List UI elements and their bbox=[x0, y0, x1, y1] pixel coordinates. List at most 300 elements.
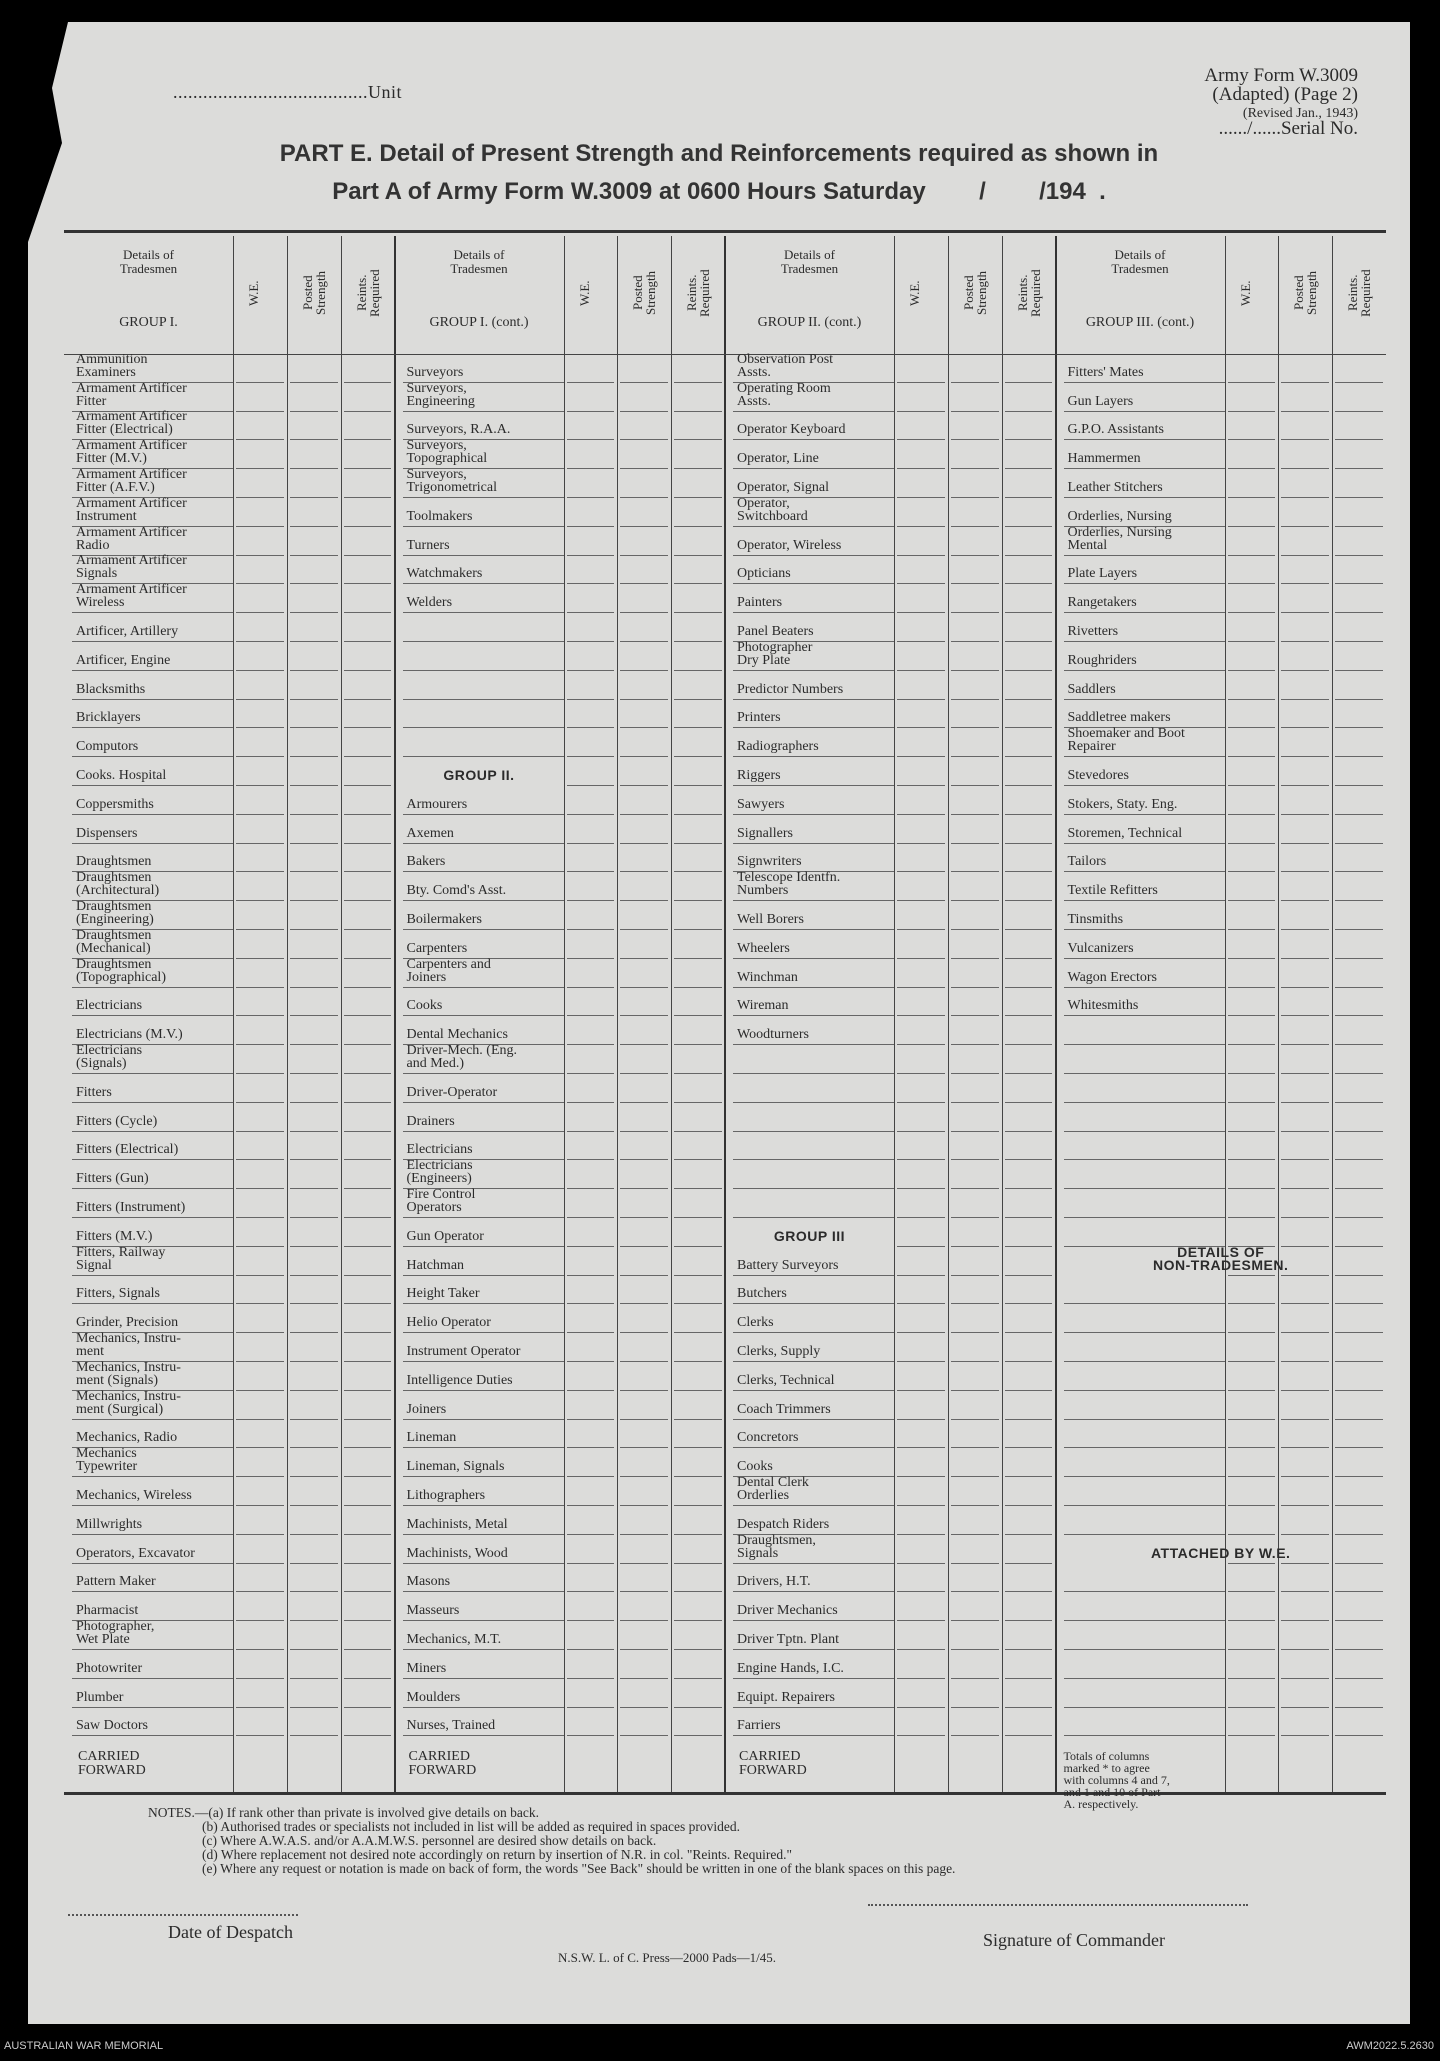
trade-name: Signallers bbox=[737, 825, 793, 841]
section-heading: ATTACHED BY W.E. bbox=[1150, 1544, 1291, 1561]
trade-name: Pattern Maker bbox=[76, 1574, 156, 1590]
table-row bbox=[64, 757, 395, 786]
trade-name: Coppersmiths bbox=[76, 796, 154, 812]
trade-name: Cooks bbox=[406, 998, 443, 1014]
trade-name: Rangetakers bbox=[1067, 595, 1137, 611]
trade-name: Draughtsmen (Engineering) bbox=[76, 898, 154, 927]
trade-name: Dispensers bbox=[76, 825, 138, 841]
trade-name: Electricians bbox=[76, 998, 143, 1014]
trade-name: Tailors bbox=[1067, 854, 1107, 870]
table-row bbox=[395, 1420, 726, 1449]
trade-name: Electricians (Signals) bbox=[76, 1042, 143, 1071]
table-row bbox=[725, 584, 1056, 613]
table-row bbox=[725, 440, 1056, 469]
table-row bbox=[64, 1042, 395, 1074]
table-row bbox=[395, 1650, 726, 1679]
table-row bbox=[64, 380, 395, 412]
trade-name: Armament Artificer Fitter bbox=[76, 380, 187, 409]
printer-imprint: N.S.W. L. of C. Press—2000 Pads—1/45. bbox=[558, 1950, 777, 1965]
table-row bbox=[395, 1186, 726, 1218]
table-row bbox=[1056, 930, 1387, 959]
table-row bbox=[64, 1074, 395, 1103]
trade-name: Armament Artificer Fitter (Electrical) bbox=[76, 409, 187, 438]
details-header: Details of Tradesmen bbox=[119, 247, 178, 276]
table-row bbox=[725, 412, 1056, 441]
trade-name: Mechanics Typewriter bbox=[76, 1446, 138, 1475]
table-row bbox=[725, 556, 1056, 585]
posted-strength-column-header: Posted Strength bbox=[1291, 270, 1320, 316]
table-row bbox=[64, 495, 395, 527]
table-row bbox=[64, 815, 395, 844]
table-row bbox=[1056, 524, 1387, 556]
trade-name: Orderlies, Nursing bbox=[1067, 508, 1172, 524]
table-row bbox=[395, 1477, 726, 1506]
table-row bbox=[725, 959, 1056, 988]
trade-name: Drivers, H.T. bbox=[737, 1574, 811, 1590]
note-e: (e) Where any request or notation is made on back of form, the words "See Back" should be written in one of the blank spaces on this page. bbox=[202, 1861, 956, 1876]
section-heading: GROUP III bbox=[773, 1227, 846, 1244]
table-row bbox=[395, 1448, 726, 1477]
table-row bbox=[1056, 728, 1387, 757]
trade-name: Instrument Operator bbox=[406, 1343, 521, 1359]
table-row bbox=[64, 956, 395, 988]
table-row bbox=[395, 498, 726, 527]
blank-row bbox=[1056, 1160, 1387, 1189]
trade-name: Driver-Mech. (Eng. and Med.) bbox=[406, 1042, 518, 1071]
trade-name: Mechanics, Radio bbox=[76, 1430, 178, 1446]
table-row bbox=[395, 1679, 726, 1708]
trade-name: Fitters (M.V.) bbox=[76, 1228, 153, 1244]
table-row bbox=[1056, 815, 1387, 844]
trade-name: Wagon Erectors bbox=[1067, 969, 1157, 985]
table-row bbox=[64, 466, 395, 498]
trade-name: Farriers bbox=[737, 1718, 781, 1734]
trade-name: Electricians bbox=[406, 1142, 473, 1158]
table-row bbox=[64, 1650, 395, 1679]
date-dotted-line bbox=[68, 1914, 298, 1916]
table-row bbox=[64, 728, 395, 757]
trade-name: Lineman bbox=[406, 1430, 457, 1446]
table-row bbox=[725, 1474, 1056, 1506]
signature-dotted-line bbox=[868, 1904, 1248, 1906]
entry-cell[interactable] bbox=[1281, 1735, 1329, 1736]
table-row bbox=[395, 1160, 726, 1189]
carried-forward-label: CARRIED FORWARD bbox=[408, 1749, 477, 1779]
table-row bbox=[725, 872, 1056, 901]
trade-name: Dental Mechanics bbox=[406, 1027, 508, 1043]
blank-row bbox=[1056, 1477, 1387, 1506]
table-row bbox=[395, 1103, 726, 1132]
table-row bbox=[1056, 671, 1387, 700]
blank-row bbox=[725, 1160, 1056, 1189]
blank-row bbox=[395, 642, 726, 671]
trade-name: Draughtsmen (Architectural) bbox=[76, 870, 160, 899]
carried-forward-label: CARRIED FORWARD bbox=[78, 1749, 146, 1779]
section-heading: DETAILS OF NON-TRADESMEN. bbox=[1153, 1243, 1289, 1273]
table-row bbox=[725, 613, 1056, 642]
blank-row bbox=[1056, 1592, 1387, 1621]
serial-number-field[interactable]: ....../......Serial No. bbox=[1218, 118, 1358, 139]
trade-name: Fitters (Gun) bbox=[76, 1171, 149, 1187]
trade-name: Shoemaker and Boot Repairer bbox=[1067, 726, 1185, 755]
trade-name: Photowriter bbox=[76, 1660, 143, 1676]
table-row bbox=[64, 1477, 395, 1506]
table-row bbox=[395, 527, 726, 556]
trade-name: Blacksmiths bbox=[76, 681, 146, 697]
trade-name: Hatchman bbox=[406, 1257, 465, 1273]
table-row bbox=[64, 613, 395, 642]
entry-cell[interactable] bbox=[674, 1735, 722, 1736]
table-row bbox=[725, 1304, 1056, 1333]
w-e-column-header: W.E. bbox=[576, 280, 592, 306]
table-row bbox=[64, 1535, 395, 1564]
entry-cell[interactable] bbox=[290, 1735, 338, 1736]
note-d: (d) Where replacement not desired note accordingly on return by insertion of N.R. in col. "Reints. Required." bbox=[202, 1847, 792, 1862]
trade-name: Armament Artificer Fitter (A.F.V.) bbox=[76, 466, 187, 495]
table-row bbox=[725, 1564, 1056, 1593]
trade-name: Sawyers bbox=[737, 796, 785, 812]
trade-name: Roughriders bbox=[1067, 652, 1137, 668]
blank-row bbox=[1056, 1564, 1387, 1593]
table-row bbox=[725, 1448, 1056, 1477]
trade-name: Rivetters bbox=[1067, 623, 1119, 639]
trade-name: Joiners bbox=[406, 1401, 447, 1417]
blank-row bbox=[1056, 1679, 1387, 1708]
trade-name: Painters bbox=[737, 595, 783, 611]
trade-name: Axemen bbox=[406, 825, 454, 841]
trade-name: Signwriters bbox=[737, 854, 802, 870]
table-row bbox=[395, 584, 726, 613]
entry-cell[interactable] bbox=[897, 1735, 945, 1736]
trade-name: Moulders bbox=[406, 1689, 461, 1705]
trade-name: Gun Operator bbox=[406, 1228, 484, 1244]
table-row bbox=[64, 927, 395, 959]
table-row bbox=[395, 1362, 726, 1391]
trade-name: Photographer, Wet Plate bbox=[76, 1618, 155, 1647]
table-row bbox=[64, 1708, 395, 1737]
trade-name: Operator Keyboard bbox=[737, 422, 846, 438]
table-row bbox=[64, 642, 395, 671]
group-heading: GROUP I. bbox=[119, 315, 178, 330]
trade-underline bbox=[403, 1735, 564, 1736]
unit-field[interactable]: .......................................Unit bbox=[173, 82, 403, 102]
trade-name: Grinder, Precision bbox=[76, 1315, 179, 1331]
trade-name: Surveyors, R.A.A. bbox=[406, 422, 511, 438]
table-row bbox=[64, 1218, 395, 1247]
reints-required-column-header: Reints. Required bbox=[684, 269, 713, 317]
note-c: (c) Where A.W.A.S. and/or A.A.M.W.S. personnel are desired show details on back. bbox=[202, 1833, 657, 1848]
group-column-3 bbox=[725, 22, 1056, 1792]
trade-name: Machinists, Metal bbox=[406, 1516, 508, 1532]
trade-name: Observation Post Assts. bbox=[737, 351, 834, 380]
trade-name: Armament Artificer Fitter (M.V.) bbox=[76, 438, 187, 467]
page-title-line1: PART E. Detail of Present Strength and Reinforcements required as shown in bbox=[279, 140, 1159, 167]
table-row bbox=[395, 1016, 726, 1045]
trade-name: Carpenters bbox=[406, 940, 468, 956]
trade-name: Mechanics, Wireless bbox=[76, 1487, 192, 1503]
entry-cell[interactable] bbox=[1005, 1735, 1053, 1736]
group-column-1 bbox=[64, 22, 395, 1792]
table-row bbox=[725, 930, 1056, 959]
entry-cell[interactable] bbox=[620, 1735, 668, 1736]
trade-name: G.P.O. Assistants bbox=[1067, 422, 1164, 438]
table-row bbox=[725, 351, 1056, 383]
table-row bbox=[725, 1679, 1056, 1708]
blank-row bbox=[1056, 1016, 1387, 1045]
table-row bbox=[1056, 613, 1387, 642]
blank-row bbox=[1056, 1074, 1387, 1103]
table-row bbox=[64, 1016, 395, 1045]
trade-name: Fitters (Instrument) bbox=[76, 1199, 186, 1215]
trade-name: Equipt. Repairers bbox=[737, 1689, 835, 1705]
trade-name: Draughtsmen bbox=[76, 854, 152, 870]
table-row bbox=[64, 1388, 395, 1420]
table-row bbox=[725, 988, 1056, 1017]
trade-name: Engine Hands, I.C. bbox=[737, 1660, 844, 1676]
blank-row bbox=[1056, 1276, 1387, 1305]
trade-name: Mechanics, Instru- ment bbox=[76, 1330, 181, 1359]
trade-name: Miners bbox=[406, 1660, 447, 1676]
w-e-column-header: W.E. bbox=[246, 280, 261, 306]
trade-name: Operators, Excavator bbox=[76, 1545, 195, 1561]
table-row bbox=[1056, 412, 1387, 441]
trade-underline bbox=[72, 1735, 233, 1736]
table-row bbox=[725, 1650, 1056, 1679]
blank-row bbox=[1056, 1448, 1387, 1477]
table-row bbox=[64, 1448, 395, 1477]
trade-name: Lineman, Signals bbox=[406, 1459, 505, 1475]
trade-name: Driver-Operator bbox=[406, 1084, 498, 1100]
entry-cell[interactable] bbox=[567, 1735, 615, 1736]
trade-name: Surveyors, Topographical bbox=[406, 438, 488, 467]
trade-name: Fitters, Signals bbox=[76, 1286, 161, 1302]
trade-name: Telescope Identfn. Numbers bbox=[737, 870, 841, 899]
trade-name: Leather Stitchers bbox=[1067, 479, 1163, 495]
trade-underline bbox=[1064, 1735, 1225, 1736]
table-row bbox=[395, 901, 726, 930]
blank-row bbox=[395, 728, 726, 757]
entry-cell[interactable] bbox=[951, 1735, 999, 1736]
trade-name: Clerks bbox=[737, 1315, 774, 1331]
form-sheet bbox=[28, 22, 1410, 2024]
carried-forward-label: CARRIED FORWARD bbox=[739, 1749, 807, 1779]
entry-cell[interactable] bbox=[344, 1735, 392, 1736]
table-row bbox=[64, 1506, 395, 1535]
blank-row bbox=[725, 1103, 1056, 1132]
trade-name: Stokers, Staty. Eng. bbox=[1067, 796, 1178, 812]
trade-name: Wireman bbox=[737, 998, 789, 1014]
trade-name: Winchman bbox=[737, 969, 798, 985]
trade-name: Whitesmiths bbox=[1067, 998, 1139, 1014]
table-row bbox=[395, 1621, 726, 1650]
table-row bbox=[395, 466, 726, 498]
reints-required-column-header: Reints. Required bbox=[1345, 269, 1374, 317]
table-row bbox=[64, 1276, 395, 1305]
trade-name: Gun Layers bbox=[1067, 393, 1134, 409]
form-revised: (Revised Jan., 1943) bbox=[1242, 106, 1358, 121]
table-row bbox=[64, 1103, 395, 1132]
trade-name: Ammunition Examiners bbox=[76, 351, 148, 380]
table-row bbox=[1056, 901, 1387, 930]
trade-name: Welders bbox=[406, 595, 453, 611]
table-row bbox=[395, 844, 726, 873]
blank-row bbox=[1056, 1189, 1387, 1218]
blank-row bbox=[395, 700, 726, 729]
details-header: Details of Tradesmen bbox=[450, 247, 508, 276]
blank-row bbox=[725, 1045, 1056, 1074]
trade-name: Bricklayers bbox=[76, 710, 141, 726]
table-row bbox=[64, 872, 395, 901]
table-row bbox=[395, 1276, 726, 1305]
table-row bbox=[395, 956, 726, 988]
trade-name: Stevedores bbox=[1067, 767, 1129, 783]
table-row bbox=[1056, 383, 1387, 412]
section-heading: GROUP II. bbox=[443, 766, 515, 783]
trade-name: Textile Refitters bbox=[1067, 883, 1158, 899]
table-row bbox=[64, 1160, 395, 1189]
table-row bbox=[725, 671, 1056, 700]
table-row bbox=[395, 1391, 726, 1420]
trade-name: Orderlies, Nursing Mental bbox=[1067, 524, 1172, 553]
table-row bbox=[64, 1189, 395, 1218]
trade-name: Well Borers bbox=[737, 911, 804, 927]
table-row bbox=[725, 469, 1056, 498]
trade-name: Armament Artificer Signals bbox=[76, 553, 187, 582]
trade-name: Battery Surveyors bbox=[737, 1257, 839, 1273]
reints-required-column-header: Reints. Required bbox=[353, 269, 382, 317]
w-e-column-header: W.E. bbox=[1237, 280, 1253, 306]
trade-name: Butchers bbox=[737, 1286, 787, 1302]
trade-name: Panel Beaters bbox=[737, 623, 814, 639]
reints-required-column-header: Reints. Required bbox=[1014, 269, 1043, 317]
trade-name: Storemen, Technical bbox=[1067, 825, 1183, 841]
table-row bbox=[1056, 440, 1387, 469]
trade-name: Operating Room Assts. bbox=[737, 380, 831, 409]
blank-row bbox=[1056, 1362, 1387, 1391]
blank-row bbox=[1056, 1391, 1387, 1420]
trade-name: Saddletree makers bbox=[1067, 710, 1171, 726]
trade-name: Opticians bbox=[737, 566, 791, 582]
trade-name: Concretors bbox=[737, 1430, 799, 1446]
table-row bbox=[395, 1535, 726, 1564]
table-row bbox=[725, 1532, 1056, 1564]
table-row bbox=[725, 495, 1056, 527]
trade-name: Driver Tptn. Plant bbox=[737, 1631, 840, 1647]
table-row bbox=[64, 671, 395, 700]
blank-row bbox=[725, 1074, 1056, 1103]
signature-label: Signature of Commander bbox=[983, 1930, 1165, 1950]
posted-strength-column-header: Posted Strength bbox=[630, 270, 659, 316]
notes-section bbox=[148, 1806, 955, 1876]
table-row bbox=[1056, 700, 1387, 729]
table-row bbox=[64, 440, 395, 469]
group-heading: GROUP I. (cont.) bbox=[429, 315, 529, 330]
table-row bbox=[64, 1592, 395, 1621]
trade-name: Clerks, Technical bbox=[737, 1372, 835, 1388]
table-row bbox=[725, 1506, 1056, 1535]
table-row bbox=[725, 1621, 1056, 1650]
entry-cell[interactable] bbox=[1335, 1735, 1383, 1736]
trade-name: Clerks, Supply bbox=[737, 1343, 821, 1359]
trade-underline bbox=[733, 1735, 894, 1736]
table-row bbox=[725, 380, 1056, 412]
trade-name: Fitters (Cycle) bbox=[76, 1113, 158, 1129]
blank-row bbox=[1056, 1506, 1387, 1535]
trade-name: Dental Clerk Orderlies bbox=[737, 1474, 809, 1503]
blank-row bbox=[725, 1189, 1056, 1218]
trade-name: Toolmakers bbox=[406, 508, 473, 524]
trade-name: Fitters bbox=[76, 1084, 112, 1100]
trade-name: Woodturners bbox=[737, 1027, 809, 1043]
trade-name: Surveyors bbox=[406, 364, 464, 380]
trade-name: Artificer, Artillery bbox=[76, 623, 179, 639]
table-row bbox=[395, 1304, 726, 1333]
trade-name: Electricians (M.V.) bbox=[76, 1027, 183, 1043]
table-row bbox=[725, 700, 1056, 729]
table-row bbox=[395, 1132, 726, 1161]
table-row bbox=[1056, 354, 1387, 383]
table-row bbox=[395, 988, 726, 1017]
trade-name: Machinists, Wood bbox=[406, 1545, 508, 1561]
trade-name: Riggers bbox=[737, 767, 781, 783]
trade-name: Watchmakers bbox=[406, 566, 483, 582]
trade-name: Armament Artificer Wireless bbox=[76, 582, 187, 611]
blank-row bbox=[1056, 1708, 1387, 1737]
table-row bbox=[1056, 469, 1387, 498]
table-row bbox=[725, 844, 1056, 873]
group-heading: GROUP III. (cont.) bbox=[1085, 315, 1195, 330]
trade-name: Boilermakers bbox=[406, 911, 482, 927]
trade-name: Fitters (Electrical) bbox=[76, 1142, 179, 1158]
trade-name: Nurses, Trained bbox=[406, 1718, 496, 1734]
table-row bbox=[725, 901, 1056, 930]
table-row bbox=[725, 1708, 1056, 1737]
blank-row bbox=[1056, 1333, 1387, 1362]
table-row bbox=[725, 1016, 1056, 1045]
table-row bbox=[725, 1247, 1056, 1276]
table-row bbox=[64, 1359, 395, 1391]
table-row bbox=[725, 1420, 1056, 1449]
trade-name: Vulcanizers bbox=[1067, 940, 1134, 956]
table-row bbox=[725, 1218, 1056, 1247]
entry-cell[interactable] bbox=[1228, 1735, 1276, 1736]
table-row bbox=[395, 556, 726, 585]
table-row bbox=[64, 351, 395, 383]
table-row bbox=[1056, 584, 1387, 613]
blank-row bbox=[1056, 1650, 1387, 1679]
trade-name: Mechanics, Instru- ment (Surgical) bbox=[76, 1388, 181, 1417]
posted-strength-column-header: Posted Strength bbox=[960, 270, 989, 316]
table-row bbox=[395, 786, 726, 815]
posted-strength-column-header: Posted Strength bbox=[299, 270, 328, 316]
blank-row bbox=[395, 613, 726, 642]
table-row bbox=[725, 1391, 1056, 1420]
table-row bbox=[1056, 988, 1387, 1017]
table-row bbox=[1056, 498, 1387, 527]
table-row bbox=[64, 1618, 395, 1650]
table-row bbox=[64, 786, 395, 815]
form-number: Army Form W.3009 bbox=[1204, 65, 1358, 86]
trade-name: Driver Mechanics bbox=[737, 1603, 838, 1619]
table-row bbox=[395, 1506, 726, 1535]
table-row bbox=[395, 757, 726, 786]
group-heading: GROUP II. (cont.) bbox=[757, 315, 862, 330]
table-row bbox=[1056, 872, 1387, 901]
blank-row bbox=[395, 671, 726, 700]
trade-name: Lithographers bbox=[406, 1487, 486, 1503]
totals-note: Totals of columns marked * to agree with columns 4 and 7, and 1 and 10 of Part A. respectively. bbox=[1063, 1749, 1170, 1812]
entry-cell[interactable] bbox=[236, 1735, 284, 1736]
